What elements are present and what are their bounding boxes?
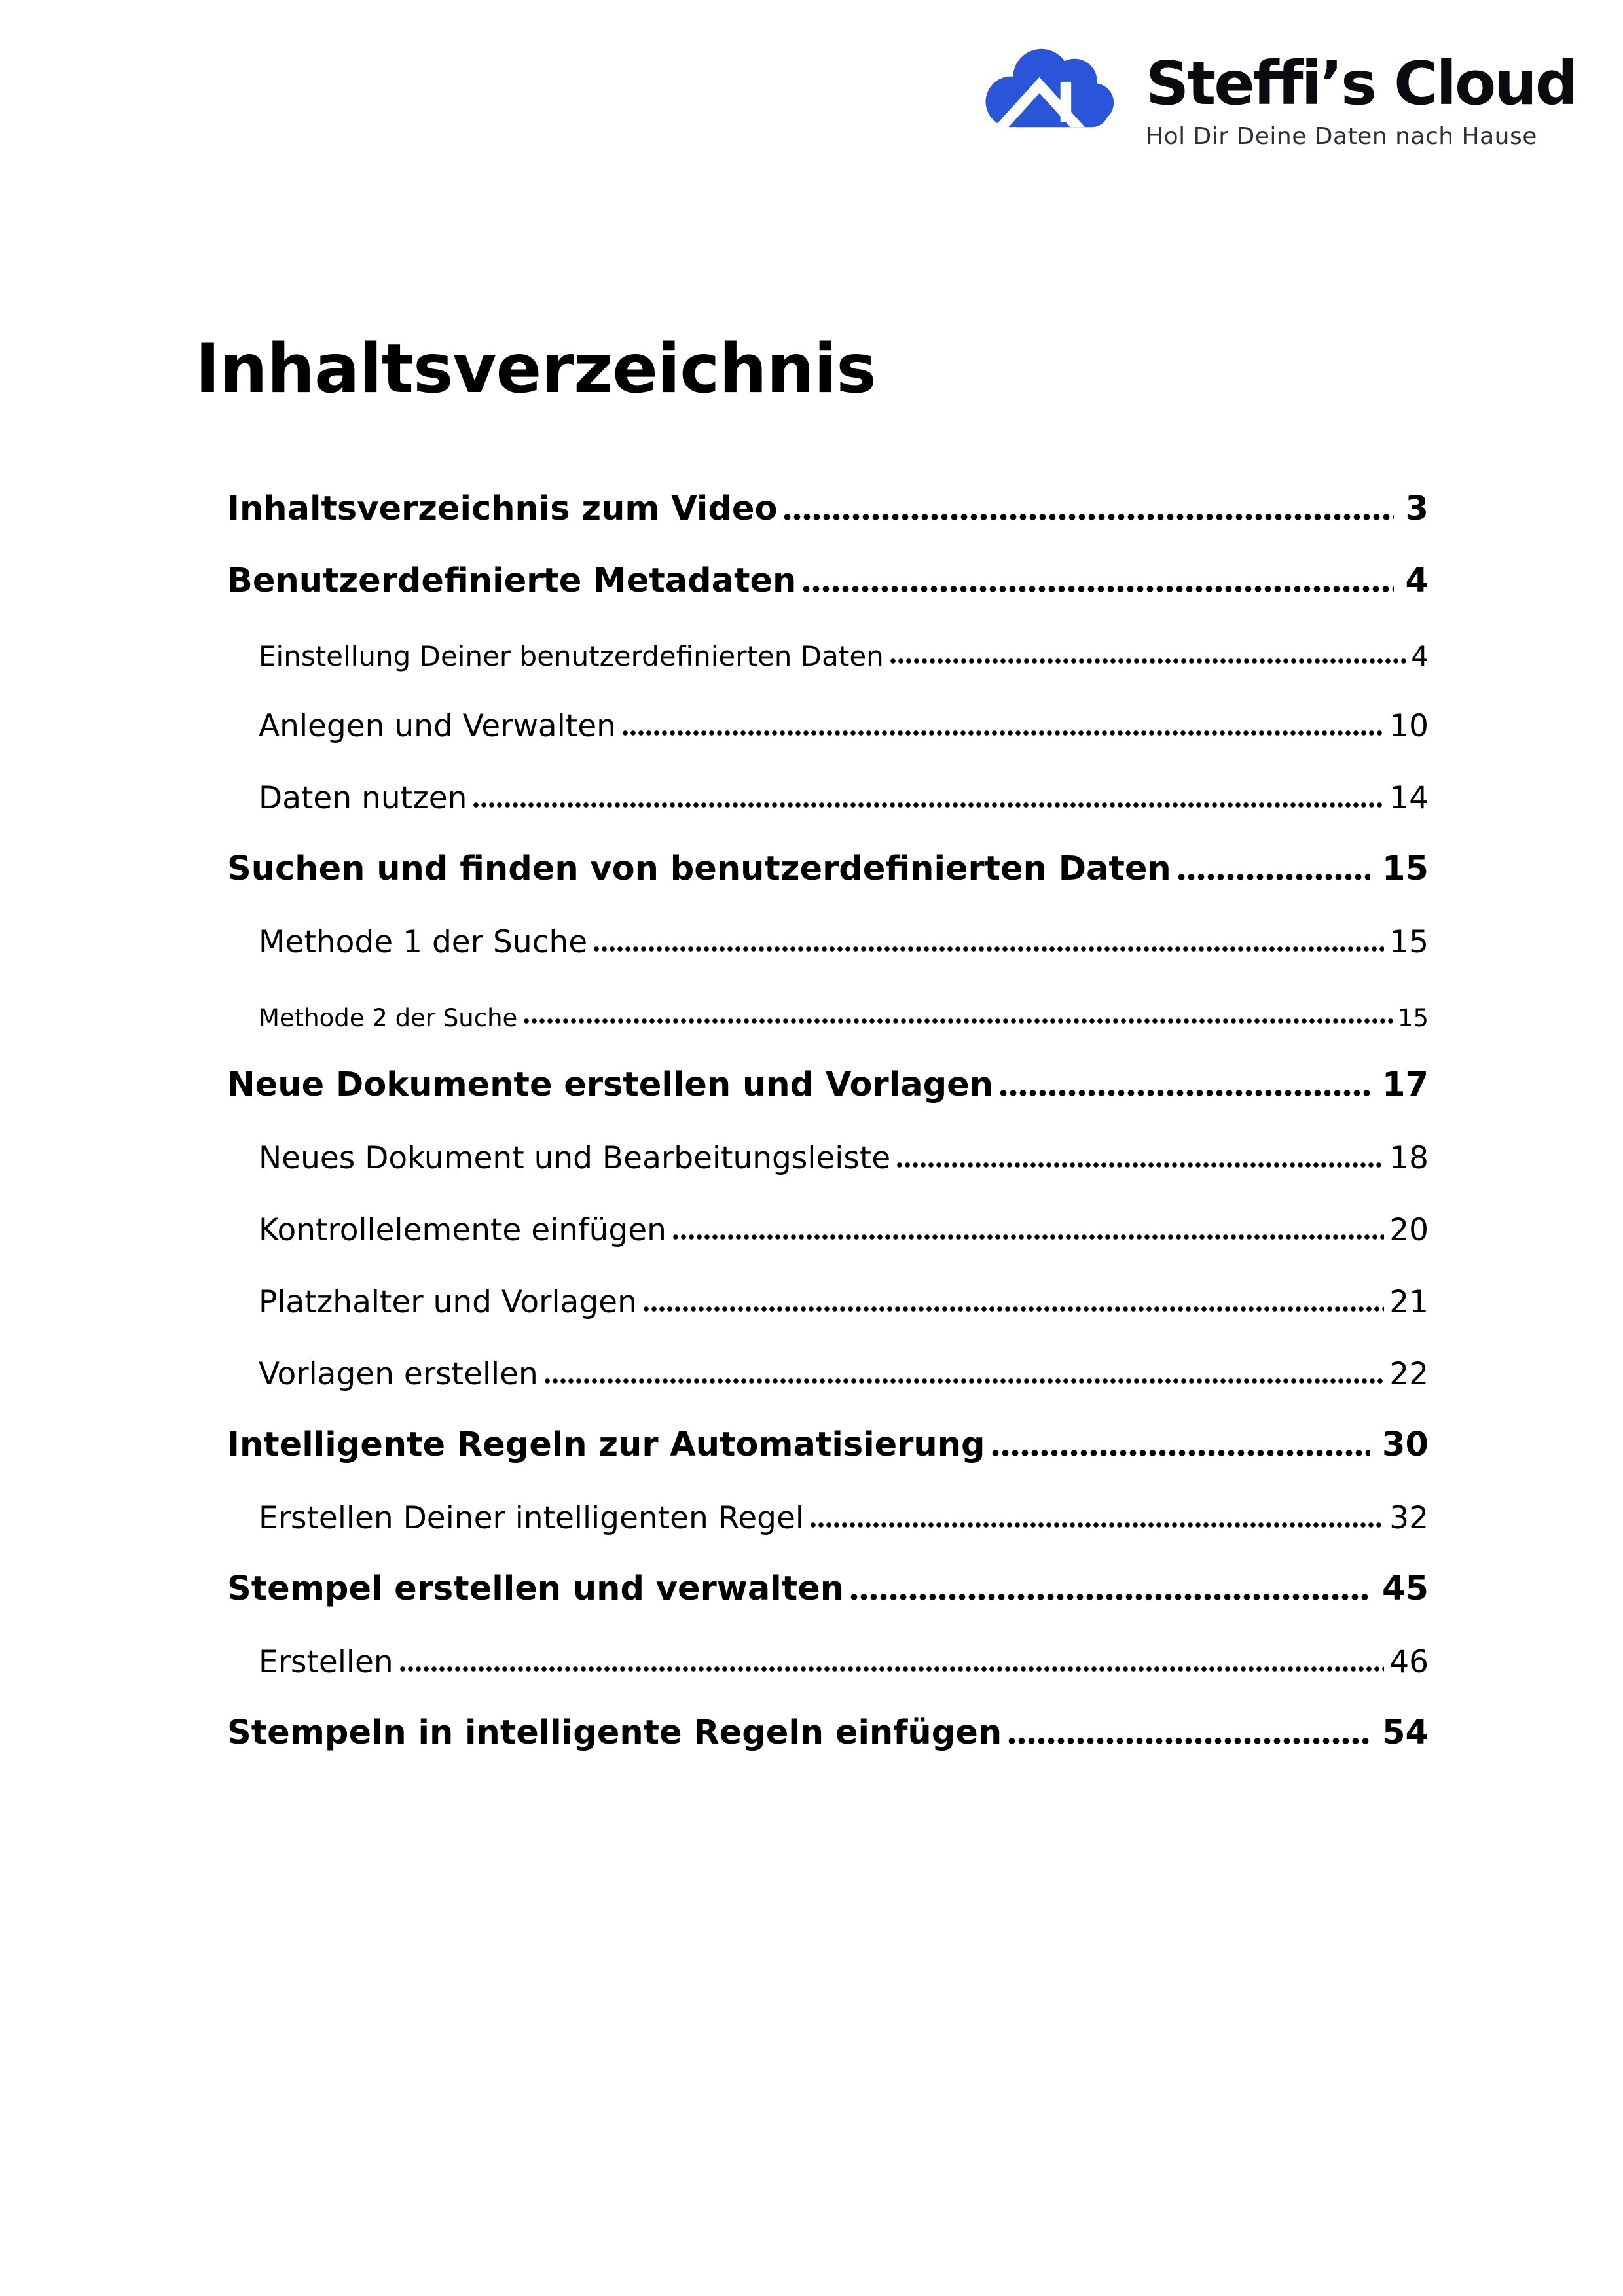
toc-row[interactable] [227,457,1429,529]
toc-page-number: 22 [1389,1355,1429,1392]
logo-text [1146,41,1577,150]
app-logo [981,41,1577,150]
cloud-with-roof-icon [981,41,1127,141]
toc-dot-leader [801,585,1393,593]
toc-entry-label: Einstellung Deiner benutzerdefinierten Daten [259,639,884,672]
toc-entry-label: Benutzerdefinierte Metadaten [227,561,797,600]
toc-page-number: 10 [1389,708,1429,744]
toc-dot-leader [896,1160,1384,1168]
toc-entry-label: Inhaltsverzeichnis zum Video [227,489,778,528]
toc-dot-leader [672,1232,1384,1240]
toc-page-number: 18 [1389,1139,1429,1176]
toc-dot-leader [809,1520,1384,1528]
toc-row[interactable] [227,1177,1429,1249]
toc-entry-label: Suchen und finden von benutzerdefinierten Daten [227,849,1171,888]
toc-row[interactable] [227,1609,1429,1681]
toc-dot-leader [991,1449,1370,1457]
toc-dot-leader [593,944,1384,952]
table-of-contents [227,457,1429,1753]
toc-page-number: 17 [1382,1065,1429,1104]
toc-row[interactable] [227,1393,1429,1465]
toc-entry-label: Platzhalter und Vorlagen [259,1283,637,1320]
toc-dot-leader [642,1304,1384,1312]
toc-page-number: 3 [1405,489,1429,528]
toc-entry-label: Stempeln in intelligente Regeln einfügen [227,1713,1002,1752]
toc-row[interactable] [227,1537,1429,1609]
toc-row[interactable] [227,601,1429,673]
toc-entry-label: Neue Dokumente erstellen und Vorlagen [227,1065,994,1104]
page-title: Inhaltsverzeichnis [195,330,876,408]
toc-entry-label: Intelligente Regeln zur Automatisierung [227,1425,985,1464]
toc-dot-leader [472,800,1384,808]
toc-dot-leader [1007,1737,1370,1745]
toc-entry-label: Kontrollelemente einfügen [259,1211,666,1248]
toc-row[interactable] [227,529,1429,601]
toc-row[interactable] [227,1105,1429,1177]
toc-page-number: 46 [1389,1643,1429,1680]
toc-page-number: 15 [1397,1003,1429,1032]
toc-dot-leader [621,728,1384,736]
toc-page-number: 45 [1382,1569,1429,1608]
toc-entry-label: Stempel erstellen und verwalten [227,1569,845,1608]
toc-row[interactable] [227,745,1429,817]
toc-row[interactable] [227,889,1429,961]
toc-entry-label: Methode 1 der Suche [259,924,588,960]
toc-row[interactable] [227,961,1429,1033]
toc-page-number: 20 [1389,1211,1429,1248]
logo-tagline: Hol Dir Deine Daten nach Hause [1146,123,1537,150]
toc-page-number: 15 [1389,924,1429,960]
toc-entry-label: Erstellen [259,1643,393,1680]
toc-entry-label: Neues Dokument und Bearbeitungsleiste [259,1139,891,1176]
toc-dot-leader [1176,873,1370,881]
toc-row[interactable] [227,1249,1429,1321]
toc-dot-leader [849,1593,1370,1601]
toc-row[interactable] [227,1033,1429,1105]
toc-entry-label: Vorlagen erstellen [259,1355,538,1392]
toc-dot-leader [998,1089,1370,1097]
toc-row[interactable] [227,1465,1429,1537]
toc-page-number: 32 [1389,1499,1429,1536]
toc-page-number: 15 [1382,849,1429,888]
toc-page-number: 14 [1389,780,1429,816]
toc-entry-label: Erstellen Deiner intelligenten Regel [259,1499,804,1536]
toc-row[interactable] [227,1321,1429,1393]
toc-page-number: 30 [1382,1425,1429,1464]
toc-entry-label: Methode 2 der Suche [259,1003,518,1032]
toc-dot-leader [889,656,1406,664]
toc-page-number: 21 [1389,1283,1429,1320]
toc-row[interactable] [227,817,1429,889]
toc-entry-label: Daten nutzen [259,780,467,816]
toc-dot-leader [543,1376,1384,1384]
toc-page-number: 54 [1382,1713,1429,1752]
toc-row[interactable] [227,673,1429,745]
toc-page-number: 4 [1405,561,1429,600]
logo-title: Steffi’s Cloud [1146,48,1577,118]
toc-dot-leader [522,1016,1393,1024]
toc-page-number: 4 [1411,639,1429,672]
toc-dot-leader [782,513,1393,521]
toc-dot-leader [399,1664,1385,1672]
toc-row[interactable] [227,1681,1429,1753]
toc-entry-label: Anlegen und Verwalten [259,708,616,744]
